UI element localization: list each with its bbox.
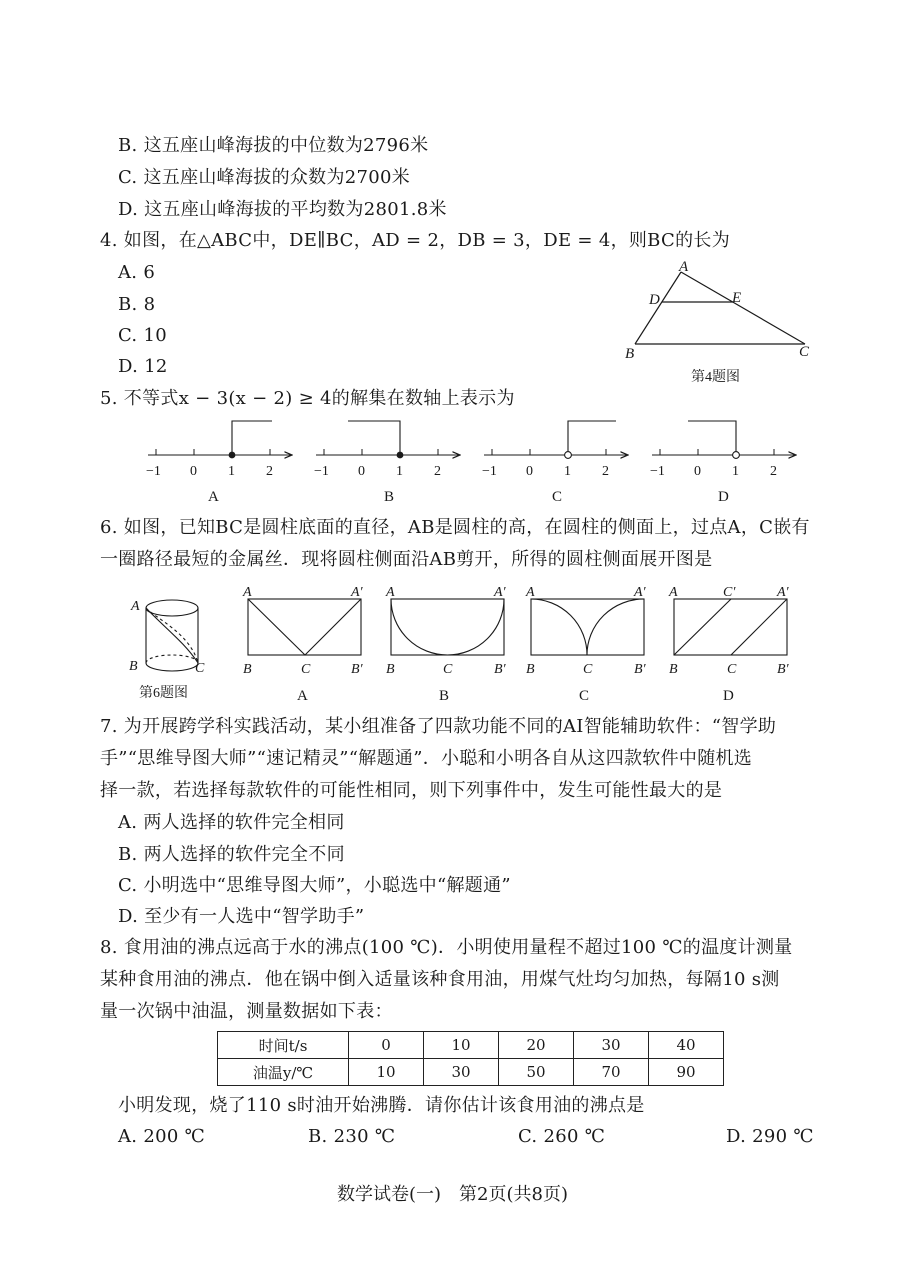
svg-text:B: B xyxy=(386,662,395,677)
q5-label-d: D xyxy=(718,489,729,505)
svg-text:1: 1 xyxy=(396,464,403,479)
q3-option-c: C. 这五座山峰海拔的众数为2700米 xyxy=(118,167,411,188)
q5-stem: 5. 不等式x − 3(x − 2) ≥ 4的解集在数轴上表示为 xyxy=(100,388,515,409)
svg-text:A: A xyxy=(669,585,678,600)
q3-option-d: D. 这五座山峰海拔的平均数为2801.8米 xyxy=(118,199,447,220)
table-header-time: 时间t/s xyxy=(218,1032,349,1059)
svg-text:−1: −1 xyxy=(146,464,161,479)
q6-option-a-figure xyxy=(242,585,364,704)
svg-text:1: 1 xyxy=(228,464,235,479)
q6-caption: 第6题图 xyxy=(139,686,188,701)
svg-text:B: B xyxy=(439,688,450,704)
svg-text:0: 0 xyxy=(694,464,701,479)
q6-figures xyxy=(125,578,805,708)
svg-text:1: 1 xyxy=(564,464,571,479)
svg-text:C′: C′ xyxy=(723,585,736,600)
q7-line1: 7. 为开展跨学科实践活动，某小组准备了四款功能不同的AI智能辅助软件：“智学助 xyxy=(100,716,777,737)
q8-option-a: A. 200 ℃ xyxy=(118,1126,206,1147)
svg-text:C: C xyxy=(727,662,737,677)
q4-label-e: E xyxy=(732,290,742,306)
svg-text:A′: A′ xyxy=(351,585,363,600)
q5-number-lines xyxy=(140,415,810,505)
svg-text:A: A xyxy=(131,599,140,614)
svg-text:1: 1 xyxy=(732,464,739,479)
q6-stem-line2: 一圈路径最短的金属丝．现将圆柱侧面沿AB剪开，所得的圆柱侧面展开图是 xyxy=(100,549,713,570)
page-footer: 数学试卷(一) 第2页(共8页) xyxy=(337,1184,568,1205)
svg-text:0: 0 xyxy=(358,464,365,479)
svg-text:C: C xyxy=(443,662,453,677)
q7-option-a: A. 两人选择的软件完全相同 xyxy=(118,812,345,833)
q4-option-d: D. 12 xyxy=(118,356,168,377)
svg-text:B′: B′ xyxy=(777,662,789,677)
svg-text:A: A xyxy=(297,688,308,704)
svg-text:2: 2 xyxy=(602,464,609,479)
q8-line2: 某种食用油的沸点．他在锅中倒入适量该种食用油，用煤气灶均匀加热，每隔10 s测 xyxy=(100,969,780,990)
svg-text:B′: B′ xyxy=(351,662,363,677)
svg-text:2: 2 xyxy=(770,464,777,479)
q4-label-d: D xyxy=(649,292,660,308)
q4-triangle-figure xyxy=(615,255,825,390)
q4-option-c: C. 10 xyxy=(118,325,167,346)
svg-text:B: B xyxy=(129,659,138,674)
svg-text:A: A xyxy=(243,585,252,600)
q5-label-c: C xyxy=(552,489,563,505)
q7-line3: 择一款，若选择每款软件的可能性相同，则下列事件中，发生可能性最大的是 xyxy=(100,780,723,801)
table-header-temp: 油温y/℃ xyxy=(218,1059,349,1086)
q5-axis-b xyxy=(314,421,460,505)
svg-text:B: B xyxy=(243,662,252,677)
svg-text:C: C xyxy=(195,661,205,676)
q8-line3: 量一次锅中油温，测量数据如下表： xyxy=(100,1001,393,1022)
svg-text:2: 2 xyxy=(434,464,441,479)
q4-label-a: A xyxy=(679,259,689,275)
q6-cylinder xyxy=(146,600,198,671)
q5-axis-c xyxy=(482,421,628,505)
svg-text:0: 0 xyxy=(190,464,197,479)
q7-option-d: D. 至少有一人选中“智学助手” xyxy=(118,906,365,927)
q4-label-b: B xyxy=(625,346,635,362)
q7-option-c: C. 小明选中“思维导图大师”，小聪选中“解题通” xyxy=(118,875,511,896)
q5-label-a: A xyxy=(208,489,219,505)
q6-stem-line1: 6. 如图，已知BC是圆柱底面的直径，AB是圆柱的高，在圆柱的侧面上，过点A，C嵌有 xyxy=(100,517,810,538)
q4-label-c: C xyxy=(799,344,810,360)
svg-text:B′: B′ xyxy=(634,662,646,677)
svg-text:C: C xyxy=(583,662,593,677)
svg-text:B′: B′ xyxy=(494,662,506,677)
q6-option-d-figure xyxy=(668,585,790,704)
q4-option-b: B. 8 xyxy=(118,294,156,315)
q3-option-b: B. 这五座山峰海拔的中位数为2796米 xyxy=(118,135,429,156)
svg-text:−1: −1 xyxy=(650,464,665,479)
q8-data-table xyxy=(217,1031,724,1086)
svg-text:C: C xyxy=(579,688,590,704)
q4-option-a: A. 6 xyxy=(118,262,156,283)
q4-stem: 4. 如图，在△ABC中，DE∥BC，AD = 2，DB = 3，DE = 4，则BC的长为 xyxy=(100,230,731,251)
svg-text:A′: A′ xyxy=(777,585,789,600)
svg-text:A′: A′ xyxy=(634,585,646,600)
q8-option-b: B. 230 ℃ xyxy=(308,1126,396,1147)
q7-option-b: B. 两人选择的软件完全不同 xyxy=(118,844,345,865)
q4-caption: 第4题图 xyxy=(691,370,740,385)
svg-text:B: B xyxy=(669,662,678,677)
q6-option-c-figure xyxy=(525,585,647,704)
svg-text:0: 0 xyxy=(526,464,533,479)
svg-text:A: A xyxy=(386,585,395,600)
q5-axis-d xyxy=(650,421,796,505)
svg-text:D: D xyxy=(723,688,734,704)
table-row: 时间t/s 0 10 20 30 40 xyxy=(218,1032,724,1059)
svg-text:C: C xyxy=(301,662,311,677)
svg-text:A: A xyxy=(526,585,535,600)
q7-line2: 手”“思维导图大师”“速记精灵”“解题通”．小聪和小明各自从这四款软件中随机选 xyxy=(100,748,753,769)
q5-label-b: B xyxy=(384,489,395,505)
table-row: 油温y/℃ 10 30 50 70 90 xyxy=(218,1059,724,1086)
q8-option-c: C. 260 ℃ xyxy=(518,1126,606,1147)
q8-after-text: 小明发现，烧了110 s时油开始沸腾．请你估计该食用油的沸点是 xyxy=(118,1095,645,1116)
svg-text:−1: −1 xyxy=(314,464,329,479)
svg-text:B: B xyxy=(526,662,535,677)
q8-line1: 8. 食用油的沸点远高于水的沸点(100 ℃)．小明使用量程不超过100 ℃的温度计测量 xyxy=(100,937,793,958)
svg-text:2: 2 xyxy=(266,464,273,479)
q8-option-d: D. 290 ℃ xyxy=(726,1126,814,1147)
svg-text:−1: −1 xyxy=(482,464,497,479)
q5-axis-a xyxy=(146,421,292,505)
svg-text:A′: A′ xyxy=(494,585,506,600)
q6-option-b-figure xyxy=(385,585,507,704)
